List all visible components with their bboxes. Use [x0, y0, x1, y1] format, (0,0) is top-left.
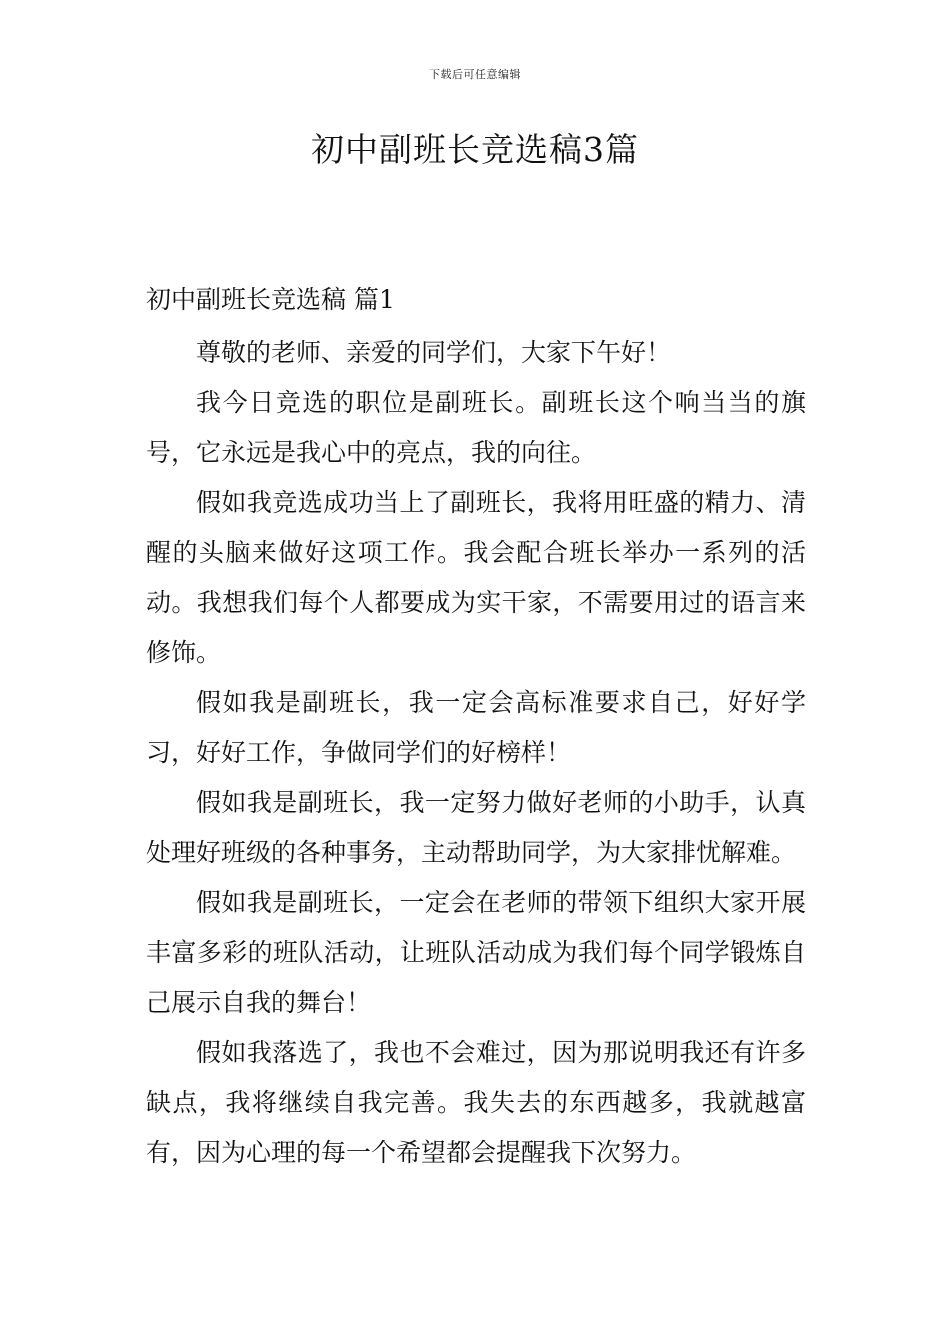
document-body	[146, 280, 806, 1178]
section-heading: 初中副班长竞选稿 篇1	[146, 285, 395, 314]
header-note: 下载后可任意编辑	[429, 68, 521, 81]
paragraph: 假如我是副班长，一定会在老师的带领下组织大家开展丰富多彩的班队活动，让班队活动成为我们每个同学锻炼自己展示自我的舞台！	[146, 888, 806, 1017]
paragraph: 假如我是副班长，我一定会高标准要求自己，好好学习，好好工作，争做同学们的好榜样！	[146, 688, 806, 767]
paragraph: 假如我是副班长，我一定努力做好老师的小助手，认真处理好班级的各种事务，主动帮助同学，为大家排忧解难。	[146, 788, 806, 867]
paragraph: 假如我竞选成功当上了副班长，我将用旺盛的精力、清醒的头脑来做好这项工作。我会配合班长举办一系列的活动。我想我们每个人都要成为实干家，不需要用过的语言来修饰。	[146, 488, 806, 667]
document-title: 初中副班长竞选稿3篇	[311, 130, 639, 169]
paragraph: 假如我落选了，我也不会难过，因为那说明我还有许多缺点，我将继续自我完善。我失去的东西越多，我就越富有，因为心理的每一个希望都会提醒我下次努力。	[146, 1038, 806, 1167]
paragraph-greeting: 尊敬的老师、亲爱的同学们，大家下午好！	[196, 338, 672, 367]
paragraph: 我今日竞选的职位是副班长。副班长这个响当当的旗号，它永远是我心中的亮点，我的向往。	[146, 388, 806, 467]
